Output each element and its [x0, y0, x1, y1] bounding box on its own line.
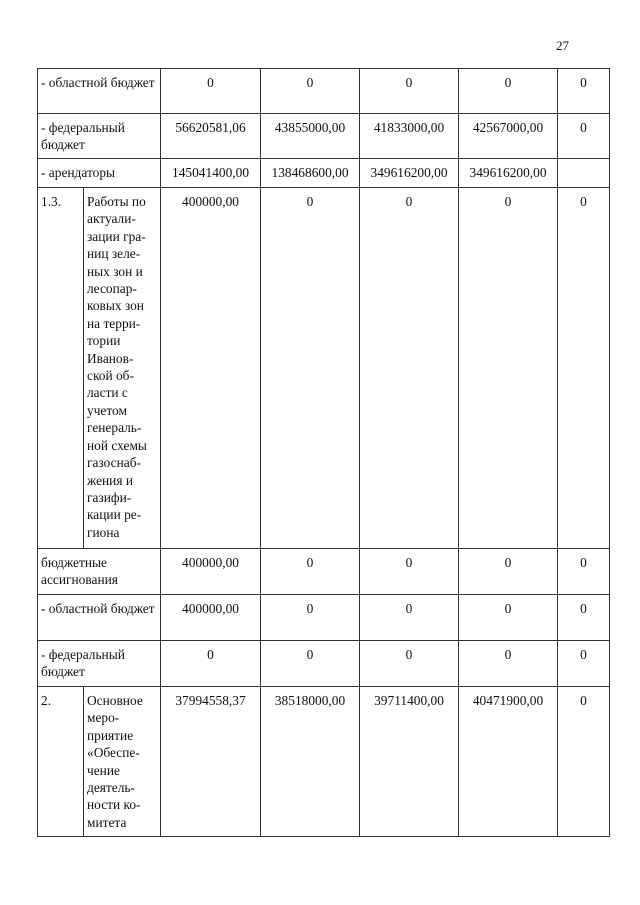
- value-cell: 0: [558, 69, 610, 114]
- table-row: [38, 69, 610, 114]
- table-row: [38, 159, 610, 188]
- value-cell: 0: [261, 595, 360, 641]
- table-row: [38, 549, 610, 595]
- table-row: [38, 687, 610, 837]
- value-cell: 0: [558, 549, 610, 595]
- value-cell: 0: [360, 69, 459, 114]
- value-cell: 0: [261, 69, 360, 114]
- value-cell: 0: [161, 641, 261, 687]
- value-cell: 56620581,06: [161, 114, 261, 159]
- table-row: [38, 114, 610, 159]
- value-cell: 0: [459, 641, 558, 687]
- value-cell: 0: [261, 641, 360, 687]
- row-label: - федеральный бюджет: [38, 641, 161, 687]
- value-cell: 0: [459, 69, 558, 114]
- value-cell: 0: [459, 188, 558, 549]
- value-cell: 349616200,00: [360, 159, 459, 188]
- table-row: [38, 188, 610, 549]
- value-cell: 40471900,00: [459, 687, 558, 837]
- value-cell: 0: [558, 188, 610, 549]
- item-description: Работы по актуали- зации гра- ниц зеле- ных зон и лесопар- ковых зон на терри- тории Иванов- ской об- ласти с учетом генераль- ной схемы газоснаб- жения и газифи- кации ре- гиона: [84, 188, 161, 549]
- value-cell: 400000,00: [161, 549, 261, 595]
- row-label: - областной бюджет: [38, 595, 161, 641]
- table-row: [38, 595, 610, 641]
- value-cell: 349616200,00: [459, 159, 558, 188]
- table-row: [38, 641, 610, 687]
- value-cell: 0: [558, 687, 610, 837]
- row-label: - федеральный бюджет: [38, 114, 161, 159]
- value-cell: 145041400,00: [161, 159, 261, 188]
- value-cell: 0: [459, 549, 558, 595]
- value-cell: 0: [261, 188, 360, 549]
- value-cell: 0: [261, 549, 360, 595]
- value-cell: 0: [360, 595, 459, 641]
- value-cell: 39711400,00: [360, 687, 459, 837]
- value-cell: 0: [360, 188, 459, 549]
- row-label: - арендаторы: [38, 159, 161, 188]
- item-number: 1.3.: [38, 188, 84, 549]
- value-cell: 0: [360, 549, 459, 595]
- value-cell: 37994558,37: [161, 687, 261, 837]
- value-cell: 43855000,00: [261, 114, 360, 159]
- page-number: 27: [556, 38, 569, 53]
- value-cell: 0: [161, 69, 261, 114]
- value-cell: 38518000,00: [261, 687, 360, 837]
- row-label: - областной бюджет: [38, 69, 161, 114]
- item-description: Основное меро- приятие «Обеспе- чение деятель- ности ко- митета: [84, 687, 161, 837]
- value-cell: 0: [558, 641, 610, 687]
- value-cell: 41833000,00: [360, 114, 459, 159]
- value-cell: 138468600,00: [261, 159, 360, 188]
- budget-table: [37, 68, 610, 837]
- value-cell: [558, 159, 610, 188]
- row-label: бюджетные ассигнования: [38, 549, 161, 595]
- value-cell: 42567000,00: [459, 114, 558, 159]
- value-cell: 400000,00: [161, 188, 261, 549]
- value-cell: 0: [459, 595, 558, 641]
- value-cell: 400000,00: [161, 595, 261, 641]
- value-cell: 0: [558, 595, 610, 641]
- value-cell: 0: [558, 114, 610, 159]
- value-cell: 0: [360, 641, 459, 687]
- item-number: 2.: [38, 687, 84, 837]
